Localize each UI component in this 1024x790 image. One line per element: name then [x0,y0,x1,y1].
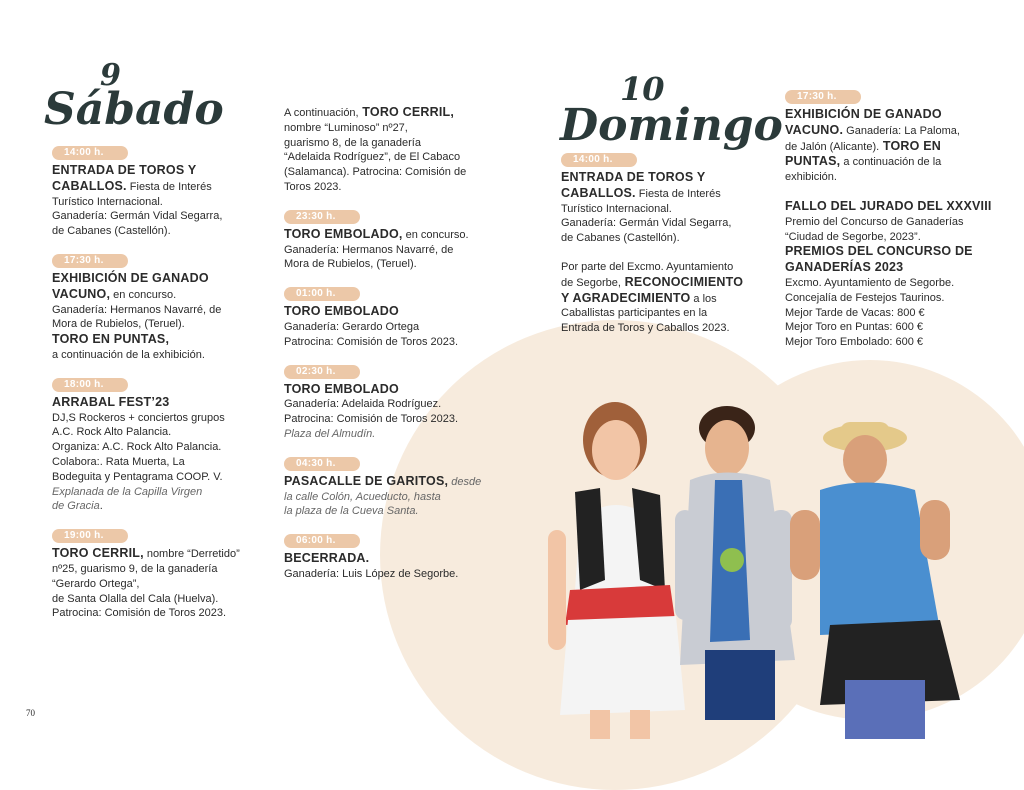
event-line [284,567,499,582]
event-line-text: nº25, guarismo 9, de la ganadería [52,562,218,575]
event-line-text: Ganadería: Gerardo Ortega [284,320,420,333]
event-line [284,504,499,519]
event-line-text: Bodeguita y Pentagrama COOP. V. [52,470,223,483]
event-line [561,231,776,246]
event-line-text: PREMIOS DEL CONCURSO DE [785,244,973,259]
event-line-text: de Cabanes (Castellón). [561,232,680,245]
event-line-rest: Fiesta de Interés [635,187,721,200]
saturday-day-number: 9 [100,58,121,93]
event-entry [284,209,499,272]
event-line [52,195,267,210]
event-line-text: Patrocina: Comisión de Toros 2023. [284,335,459,348]
event-time-badge: 14:00 h. [52,146,128,160]
event-line [52,317,267,332]
event-line-text: de Jalón (Alicante). [785,140,880,153]
event-line-text: de Gracia [52,500,100,513]
right-man-figure [790,422,960,739]
event-line [52,577,267,592]
event-line [52,209,267,224]
event-line-text: ENTRADA DE TOROS Y [561,170,706,184]
event-line [52,455,267,470]
event-line-rest: en concurso. [110,288,177,301]
event-line [785,170,1010,185]
event-line [284,320,499,335]
event-line [284,227,499,243]
event-line [561,260,776,275]
event-line-text: Mora de Rubielos, (Teruel). [52,318,185,331]
event-time-badge: 04:30 h. [284,457,360,471]
event-line-text: Concejalía de Festejos Taurinos. [785,291,945,304]
people-illustration [520,380,1020,739]
event-line-rest: en concurso. [402,228,469,241]
event-line [52,470,267,485]
event-line [284,180,499,195]
event-line-rest: a continuación de la [840,156,942,169]
event-line [284,382,499,398]
event-line-text: Mejor Toro en Puntas: 600 € [785,321,923,334]
event-line-text: Ganadería: Germán Vidal Segarra, [561,217,732,230]
event-line [52,179,267,195]
event-line [561,275,776,291]
event-line-text: nombre “Luminoso” nº27, [284,121,408,134]
event-line [785,154,1010,170]
event-line [284,304,499,320]
event-line-text: ENTRADA DE TOROS Y [52,163,197,177]
event-line [52,287,267,303]
sunday-day-number: 10 [620,70,665,108]
event-line [284,257,499,272]
event-line [284,335,499,350]
event-line-text: Turístico Internacional. [52,195,163,208]
event-entry [785,199,1010,350]
event-line-text: Por parte del Excmo. Ayuntamiento [561,260,734,273]
event-line-rest-bold: RECONOCIMIENTO [620,274,744,289]
event-line-text: de Segorbe, [561,276,621,289]
event-line-text: VACUNO. [785,122,844,137]
event-line-text: CABALLOS. [561,185,636,200]
event-time-badge: 14:00 h. [561,153,637,167]
event-line [785,123,1010,139]
event-line [284,427,499,442]
event-line-text: guarismo 8, de la ganadería [284,136,421,149]
sunday-day-name: Domingo [560,100,783,151]
event-line-rest: Ganadería: La Paloma, [843,124,960,137]
event-line-text: Mejor Toro Embolado: 600 € [785,336,923,349]
event-line-rest: Fiesta de Interés [126,180,212,193]
event-line [284,150,499,165]
event-line-text: Plaza del Almudín. [284,427,376,440]
event-line-text: Turístico Internacional. [561,202,672,215]
event-line [52,224,267,239]
event-line-text: Ganadería: Hermanos Navarré, de [284,243,454,256]
event-entry [785,89,1010,185]
event-line [52,546,267,562]
event-line-text: CABALLOS. [52,178,127,193]
event-line [785,306,1010,321]
event-line [52,592,267,607]
event-line-rest-bold: TORO EN [879,138,941,153]
event-line [561,202,776,217]
event-line [561,321,776,336]
page-number: 70 [26,708,35,718]
event-line [284,165,499,180]
event-line-text: de Santa Olalla del Cala (Huelva). [52,592,219,605]
event-line-text: “Gerardo Ortega”, [52,577,140,590]
event-line [561,170,776,186]
event-line-text: TORO EN PUNTAS, [52,332,170,347]
event-line [785,230,1010,245]
event-time-badge: 06:00 h. [284,534,360,548]
event-line-text: Toros 2023. [284,180,342,193]
event-line-text: TORO EMBOLADO [284,381,399,396]
event-line-text: Mora de Rubielos, (Teruel). [284,258,417,271]
event-line [561,216,776,231]
event-line [52,395,267,411]
event-line [561,186,776,202]
event-line [785,276,1010,291]
event-line-text: Organiza: A.C. Rock Alto Palancia. [52,441,222,454]
event-line-text: EXHIBICIÓN DE GANADO [52,270,209,285]
event-line-text: de Cabanes (Castellón). [52,225,171,238]
event-time-badge: 01:00 h. [284,287,360,301]
event-entry [52,253,267,363]
event-line [284,121,499,136]
event-line-text: Colabora:. Rata Muerta, La [52,455,185,468]
event-line-text: Ganadería: Hermanos Navarré, de [52,303,222,316]
event-line-text: Caballistas participantes en la [561,307,708,320]
event-line [284,105,499,121]
event-line-text: TORO EMBOLADO, [284,226,403,241]
event-line [785,291,1010,306]
event-time-badge: 18:00 h. [52,378,128,392]
event-line [785,335,1010,350]
event-line-text: a continuación de la exhibición. [52,348,205,361]
event-line-rest: nombre “Derretido” [143,548,240,561]
event-time-badge: 17:30 h. [52,254,128,268]
event-line-text: GANADERÍAS 2023 [785,260,904,275]
event-line-rest: a los [690,292,717,305]
event-line [52,411,267,426]
event-line-text: “Adelaida Rodríguez”, de El Cabaco [284,151,461,164]
event-line-text: la plaza de la Cueva Santa. [284,505,419,518]
event-line-text: FALLO DEL JURADO DEL XXXVIII [785,198,992,213]
saturday-events-column-1 [52,145,267,635]
event-line-text: Mejor Tarde de Vacas: 800 € [785,306,925,319]
event-time-badge: 19:00 h. [52,529,128,543]
event-line [52,562,267,577]
event-line-text: Excmo. Ayuntamiento de Segorbe. [785,276,955,289]
event-time-badge: 17:30 h. [785,90,861,104]
event-line [284,136,499,151]
event-line [561,306,776,321]
event-line-text: exhibición. [785,171,837,184]
event-line [785,107,1010,123]
event-line [785,244,1010,260]
event-line [52,440,267,455]
sunday-events-column-1 [561,152,776,350]
middle-man-figure [675,406,795,720]
event-line-text: Explanada de la Capilla Virgen [52,485,203,498]
event-line [284,474,499,490]
event-line-text: EXHIBICIÓN DE GANADO [785,107,942,121]
event-entry [284,286,499,349]
event-line-text: TORO CERRIL, [52,546,144,561]
event-line [284,397,499,412]
event-entry [52,145,267,239]
saturday-events-column-2 [284,105,499,596]
event-line [52,425,267,440]
event-entry [284,456,499,519]
event-entry [284,364,499,442]
event-line [52,332,267,348]
event-line [284,490,499,505]
sunday-events-column-2 [785,89,1010,364]
woman-figure [548,402,685,739]
event-line-text: A.C. Rock Alto Palancia. [52,426,172,439]
event-line-text: PASACALLE DE GARITOS, [284,473,449,488]
event-line-text: Premio del Concurso de Ganaderías [785,215,964,228]
event-entry [52,528,267,621]
event-time-badge: 02:30 h. [284,365,360,379]
event-line-text: Entrada de Toros y Caballos 2023. [561,322,730,335]
event-line-text: Y AGRADECIMIENTO [561,290,691,305]
event-line-text: DJ,S Rockeros + conciertos grupos [52,411,225,424]
event-entry [284,533,499,582]
event-line [52,499,267,514]
event-line [561,291,776,307]
event-line [52,606,267,621]
event-line-text: Ganadería: Luis López de Segorbe. [284,567,459,580]
event-entry [561,152,776,246]
event-line [785,260,1010,276]
event-line [52,303,267,318]
event-line [52,163,267,179]
event-line-text: Patrocina: Comisión de Toros 2023. [52,607,227,620]
saturday-day-name: Sábado [44,84,224,135]
event-line [52,485,267,500]
event-entry [284,105,499,195]
event-line-rest-italic: desde [448,475,482,488]
event-time-badge: 23:30 h. [284,210,360,224]
event-line-text: la calle Colón, Acueducto, hasta [284,490,441,503]
event-entry [561,260,776,336]
event-line-text: “Ciudad de Segorbe, 2023”. [785,230,921,243]
event-line-rest: . [99,500,103,513]
event-line-text: TORO EMBOLADO [284,304,399,319]
event-line-text: VACUNO, [52,286,111,301]
event-line [284,412,499,427]
event-line [52,271,267,287]
event-line [785,215,1010,230]
event-entry [52,377,267,514]
event-line-text: PUNTAS, [785,154,841,169]
event-line-text: Patrocina: Comisión de Toros 2023. [284,413,459,426]
event-line-rest-bold: TORO CERRIL, [358,105,455,119]
event-line [284,551,499,567]
event-line [785,199,1010,215]
event-line [284,243,499,258]
event-line-text: Ganadería: Germán Vidal Segarra, [52,210,223,223]
event-line-text: Ganadería: Adelaida Rodríguez. [284,398,442,411]
event-line [785,139,1010,155]
event-line [785,320,1010,335]
event-line-text: BECERRADA. [284,551,370,566]
event-line-text: (Salamanca). Patrocina: Comisión de [284,166,467,179]
event-line [52,348,267,363]
event-line-text: A continuación, [284,107,359,119]
event-line-text: ARRABAL FEST’23 [52,394,170,409]
